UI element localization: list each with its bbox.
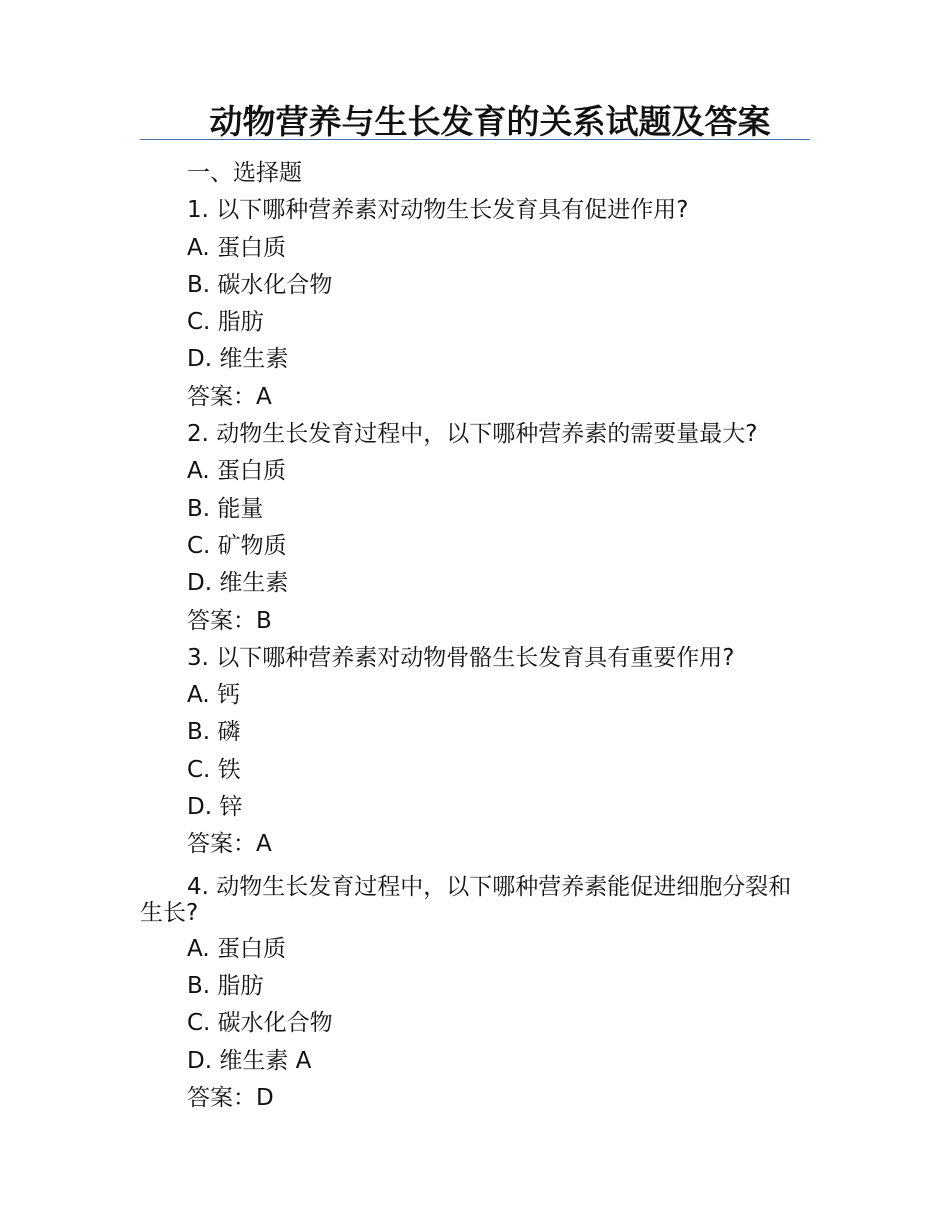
question-text: 1. 以下哪种营养素对动物生长发育具有促进作用? <box>187 197 689 224</box>
option-a: A. 蛋白质 <box>187 234 286 261</box>
answer-text: 答案：B <box>187 607 272 634</box>
option-c: C. 矿物质 <box>187 532 287 559</box>
option-d: D. 维生素 <box>187 346 289 373</box>
option-d: D. 锌 <box>187 794 243 821</box>
option-a: A. 蛋白质 <box>187 935 286 962</box>
option-b: B. 磷 <box>187 719 241 746</box>
option-c: C. 脂肪 <box>187 309 264 336</box>
section-heading: 一、选择题 <box>187 160 302 186</box>
option-a: A. 钙 <box>187 682 240 709</box>
title-underline <box>140 139 810 140</box>
question-block <box>140 640 810 864</box>
option-a: A. 蛋白质 <box>187 458 286 485</box>
question-text: 2. 动物生长发育过程中，以下哪种营养素的需要量最大? <box>187 421 758 448</box>
question-text: 3. 以下哪种营养素对动物骨骼生长发育具有重要作用? <box>187 644 735 671</box>
document-body <box>140 155 810 1117</box>
question-block <box>140 416 810 640</box>
option-c: C. 铁 <box>187 756 241 783</box>
option-b: B. 碳水化合物 <box>187 271 333 298</box>
question-block <box>140 192 810 416</box>
option-d: D. 维生素 A <box>187 1047 312 1074</box>
answer-text: 答案：A <box>187 383 272 410</box>
question-block <box>140 864 810 1117</box>
option-c: C. 碳水化合物 <box>187 1010 333 1037</box>
document-title: 动物营养与生长发育的关系试题及答案 <box>209 102 771 141</box>
answer-text: 答案：A <box>187 831 272 858</box>
option-b: B. 脂肪 <box>187 972 264 999</box>
question-text: 4. 动物生长发育过程中，以下哪种营养素能促进细胞分裂和生长? <box>140 873 792 926</box>
option-b: B. 能量 <box>187 495 264 522</box>
answer-text: 答案：D <box>187 1084 274 1111</box>
option-d: D. 维生素 <box>187 570 289 597</box>
